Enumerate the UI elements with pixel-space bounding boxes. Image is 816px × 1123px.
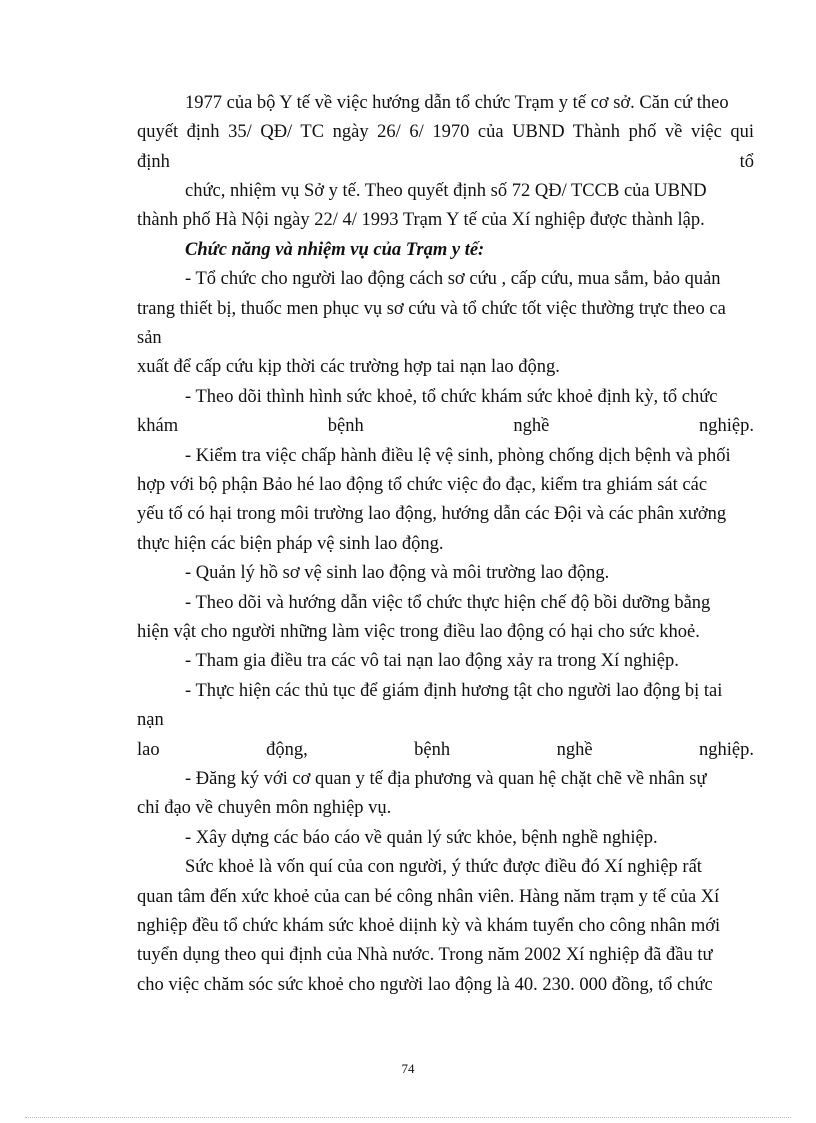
paragraph-line: 1977 của bộ Y tế về việc hướng dẫn tổ chức Trạm y tế cơ sở. Căn cứ theo [185,93,729,113]
list-item-line: trang thiết bị, thuốc men phục vụ sơ cứu và tổ chức tốt việc thường trực theo ca [137,299,726,319]
paragraph-line: cho việc chăm sóc sức khoẻ cho người lao động là 40. 230. 000 đồng, tổ chức [137,975,713,995]
paragraph-line: tuyển dụng theo qui định của Nhà nước. Trong năm 2002 Xí nghiệp đã đầu tư [137,945,713,965]
list-item-line: - Theo dõi và hướng dẫn việc tổ chức thực hiện chế độ bồi dưỡng bằng [185,593,711,613]
list-item-line: yếu tố có hại trong môi trường lao động, hướng dẫn các Đội và các phân xưởng [137,504,727,524]
list-item-line: - Xây dựng các báo cáo về quản lý sức khỏe, bệnh nghề nghiệp. [185,828,658,848]
paragraph-line: nghiệp đều tổ chức khám sức khoẻ diịnh kỳ và khám tuyển cho công nhân mới [137,916,721,936]
paragraph-line: định [137,152,170,172]
list-item-line: lao động, bệnh nghề nghiệp. [137,740,754,760]
paragraph-line: quan tâm đến xức khoẻ của can bé công nhân viên. Hàng năm trạm y tế của Xí [137,887,720,907]
list-item-line: - Quản lý hồ sơ vệ sinh lao động và môi trường lao động. [185,563,610,583]
list-item-line: - Đăng ký với cơ quan y tế địa phương và quan hệ chặt chẽ về nhân sự [185,769,707,789]
list-item-line: - Kiểm tra việc chấp hành điều lệ vệ sinh, phòng chống dịch bệnh và phối [185,446,731,466]
list-item-line: chỉ đạo về chuyên môn nghiệp vụ. [137,798,392,818]
list-item-line: sản [137,328,162,348]
list-item-line: - Tham gia điều tra các vô tai nạn lao động xảy ra trong Xí nghiệp. [185,651,679,671]
list-item-line: - Thực hiện các thủ tục để giám định hương tật cho người lao động bị tai [185,681,723,701]
list-item-line: - Tổ chức cho người lao động cách sơ cứu , cấp cứu, mua sắm, bảo quản [185,269,721,289]
list-item-line: hợp với bộ phận Bảo hé lao động tổ chức việc đo đạc, kiểm tra ghiám sát các [137,475,708,495]
section-heading: Chức năng và nhiệm vụ của Trạm y tế: [185,240,485,260]
paragraph-line: tổ [739,152,754,172]
paragraph-line: Sức khoẻ là vốn quí của con người, ý thức được điều đó Xí nghiệp rất [185,857,702,877]
page-number: 74 [401,1061,415,1076]
list-item-line: hiện vật cho người những làm việc trong điều lao động có hại cho sức khoẻ. [137,622,700,642]
list-item-line: nạn [137,710,164,730]
paragraph-line: chức, nhiệm vụ Sở y tế. Theo quyết định số 72 QĐ/ TCCB của UBND [185,181,707,201]
footer-divider [25,1117,791,1118]
paragraph-line: quyết định 35/ QĐ/ TC ngày 26/ 6/ 1970 của UBND Thành phố về việc qui [137,122,754,142]
list-item-line: khám bệnh nghề nghiệp. [137,416,754,436]
list-item-line: - Theo dõi thình hình sức khoẻ, tổ chức khám sức khoẻ định kỳ, tổ chức [185,387,718,407]
list-item-line: xuất để cấp cứu kịp thời các trường hợp tai nạn lao động. [137,357,560,377]
paragraph-line: thành phố Hà Nội ngày 22/ 4/ 1993 Trạm Y tế của Xí nghiệp được thành lập. [137,210,705,230]
list-item-line: thực hiện các biện pháp vệ sinh lao động. [137,534,444,554]
